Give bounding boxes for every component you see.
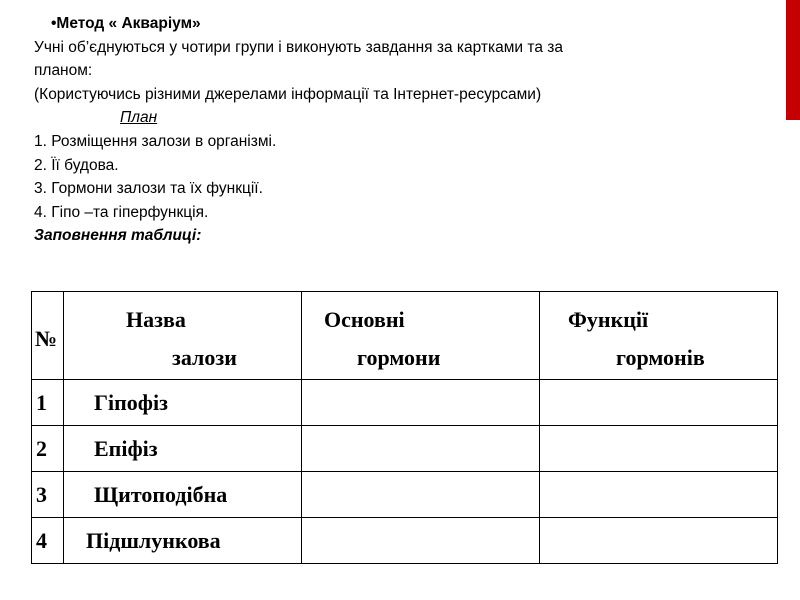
intro-line-1: Учні об’єднуються у чотири групи і виконують завдання за картками та за [34, 38, 563, 56]
row-num: 1 [32, 380, 64, 426]
sources-note: (Користуючись різними джерелами інформації та Інтернет-ресурсами) [34, 85, 542, 103]
table-header-row [32, 292, 778, 380]
row-gland-name: Щитоподібна [64, 472, 302, 518]
row-hormones-cell[interactable] [302, 518, 540, 564]
plan-heading [34, 106, 774, 130]
plan-item: 3. Гормони залози та їх функції. [34, 180, 263, 198]
row-hormones-cell[interactable] [302, 426, 540, 472]
header-num: № [32, 292, 64, 380]
row-functions-cell[interactable] [540, 472, 778, 518]
row-gland-name: Епіфіз [64, 426, 302, 472]
table-row [32, 472, 778, 518]
row-num: 3 [32, 472, 64, 518]
table-row [32, 426, 778, 472]
plan-item: 4. Гіпо –та гіперфункція. [34, 203, 209, 221]
content-text [34, 12, 774, 248]
row-functions-cell[interactable] [540, 518, 778, 564]
row-hormones-cell[interactable] [302, 380, 540, 426]
row-functions-cell[interactable] [540, 380, 778, 426]
header-name: Назва залози [64, 292, 302, 380]
row-num: 4 [32, 518, 64, 564]
row-num: 2 [32, 426, 64, 472]
row-hormones-cell[interactable] [302, 472, 540, 518]
table-row [32, 518, 778, 564]
method-title: •Метод « Акваріум» [51, 15, 201, 32]
plan-item: 2. Її будова. [34, 156, 119, 174]
plan-label: План [120, 109, 158, 127]
intro-line-2: планом: [34, 62, 93, 80]
accent-bar [786, 0, 800, 120]
plan-item: 1. Розміщення залози в організмі. [34, 132, 277, 150]
table-caption: Заповнення таблиці: [34, 227, 202, 245]
glands-table [31, 291, 778, 564]
header-hormones: Основні гормони [302, 292, 540, 380]
row-gland-name: Гіпофіз [64, 380, 302, 426]
row-functions-cell[interactable] [540, 426, 778, 472]
table-row [32, 380, 778, 426]
header-functions: Функції гормонів [540, 292, 778, 380]
row-gland-name: Підшлункова [64, 518, 302, 564]
